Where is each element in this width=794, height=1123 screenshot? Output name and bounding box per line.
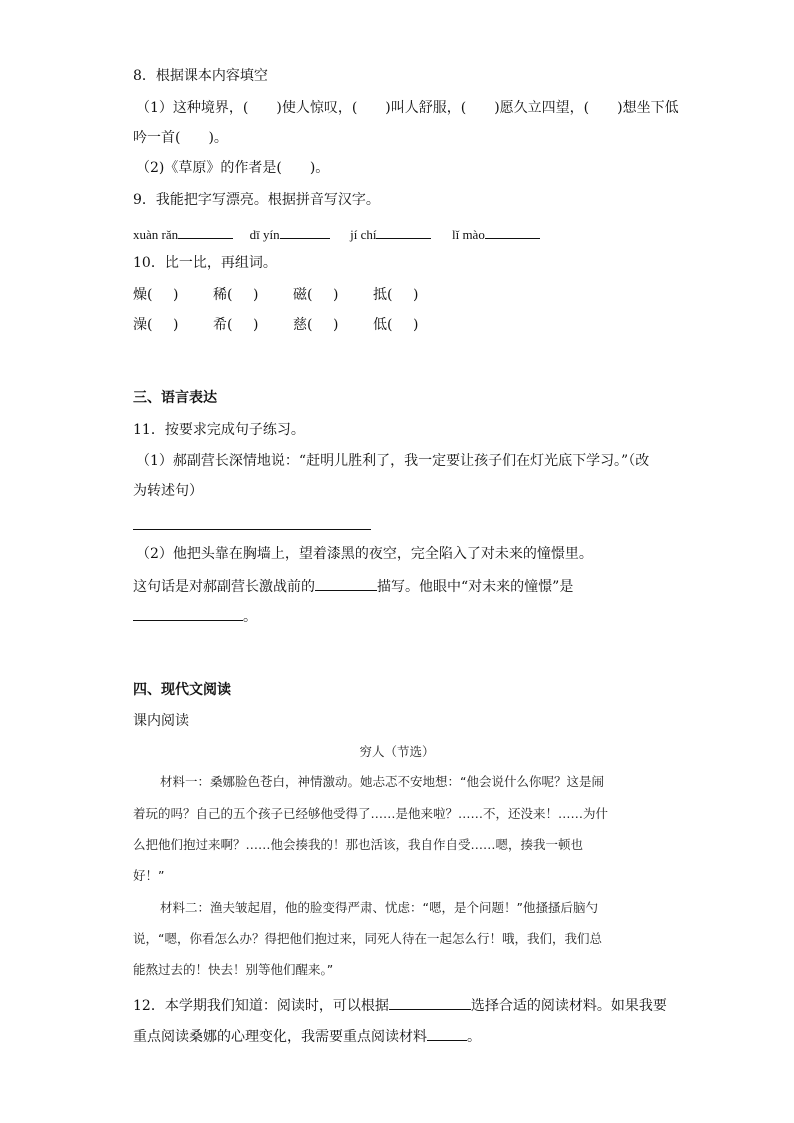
q8-line2: 吟一首( )。 [133,130,228,146]
q10-r2-char1: 澡( [133,317,153,333]
q12-text-b1: 重点阅读桑娜的心理变化，我需要重点阅读材料 [133,1029,427,1045]
q10-r1-char4: 抵( [373,287,393,303]
q10-r2-char3: 慈( [293,317,313,333]
q12-text-b2: 。 [467,1029,481,1045]
q10-r1-close2: ) [253,287,259,303]
q10-r1-char3: 磁( [293,287,313,303]
q11-4-line [133,606,257,627]
q9-blank-3[interactable] [376,224,431,239]
q11-blank-description[interactable] [315,576,377,591]
q8-line3: （2)《草原》的作者是( )。 [136,160,330,176]
q12-line-a [133,995,667,1016]
q10-r1-char2: 稀( [213,287,233,303]
material1-line4: 好！” [133,868,165,883]
q10-r2-char2: 希( [213,317,233,333]
section4-heading: 四、现代文阅读 [133,682,231,698]
material2-line2: 说，“嗯，你看怎么办？得把他们抱过来，同死人待在一起怎么行！哦，我们，我们总 [133,931,602,946]
q10-r2-close4: ) [413,317,419,333]
q10-r2-close3: ) [333,317,339,333]
q12-text-a1: 12．本学期我们知道：阅读时，可以根据 [133,998,389,1014]
q11-3-text-b: 描写。他眼中“对未来的憧憬”是 [377,579,574,595]
q11-title: 11．按要求完成句子练习。 [133,422,305,438]
q8-line1: （1）这种境界，( )使人惊叹，( )叫人舒服，( )愿久立四望，( )想坐下低 [136,100,679,116]
q10-title: 10．比一比，再组词。 [133,255,277,271]
q11-1-line-b: 为转述句） [133,483,203,499]
material2-line1: 材料二：渔夫皱起眉，他的脸变得严肃、忧虑：“嗯，是个问题！”他搔搔后脑勺 [160,900,598,915]
q9-pinyin-4: lǐ mào [451,227,485,242]
q10-r2-close2: ) [253,317,259,333]
q8-title: 8．根据课本内容填空 [133,68,268,84]
q10-r2-close1: ) [173,317,179,333]
q10-r1-close3: ) [333,287,339,303]
material1-line2: 着玩的吗？自己的五个孩子已经够他受得了……是他来啦？……不，还没来！……为什 [133,806,609,821]
q9-title: 9．我能把字写漂亮。根据拼音写汉字。 [133,192,380,208]
material2-line3: 能熬过去的！快去！别等他们醒来。” [133,962,334,977]
q11-3-line [133,576,573,597]
q10-r1-close1: ) [173,287,179,303]
passage-title: 穷人（节选） [359,744,435,759]
q11-3-text-a: 这句话是对郝副营长激战前的 [133,579,315,595]
q12-blank-material[interactable] [427,1026,467,1041]
q10-row2 [133,315,453,335]
q11-4-period: 。 [243,609,257,625]
material1-line1: 材料一：桑娜脸色苍白，神情激动。她忐忑不安地想：“他会说什么你呢？这是闹 [160,774,604,789]
q9-pinyin-3: jí chí [350,227,377,242]
q9-blank-1[interactable] [178,224,233,239]
q10-r1-char1: 燥( [133,287,153,303]
q10-r1-close4: ) [413,287,419,303]
q10-r2-char4: 低( [373,317,393,333]
q11-1-line-a: （1）郝副营长深情地说：“赶明儿胜利了，我一定要让孩子们在灯光底下学习。”（改 [136,453,650,469]
q11-2-line: （2）他把头靠在胸墙上，望着漆黑的夜空，完全陷入了对未来的憧憬里。 [136,546,593,562]
material1-line3: 么把他们抱过来啊？……他会揍我的！那也活该，我自作自受……嗯，揍我一顿也 [133,837,584,852]
section4-subheading: 课内阅读 [133,713,189,729]
q10-row1 [133,285,453,305]
q11-blank-vision[interactable] [133,606,243,621]
q9-pinyin-1: xuàn rǎn [133,227,179,242]
q12-text-a2: 选择合适的阅读材料。如果我要 [470,998,667,1014]
section3-heading: 三、语言表达 [133,390,217,406]
q11-1-answer-line[interactable] [133,529,371,530]
q12-blank-basis[interactable] [389,995,471,1010]
q9-blank-2[interactable] [280,224,330,239]
q9-pinyin-row [133,224,540,245]
q9-pinyin-2: dī yín [249,227,280,242]
q9-blank-4[interactable] [485,224,540,239]
q12-line-b [133,1026,481,1047]
